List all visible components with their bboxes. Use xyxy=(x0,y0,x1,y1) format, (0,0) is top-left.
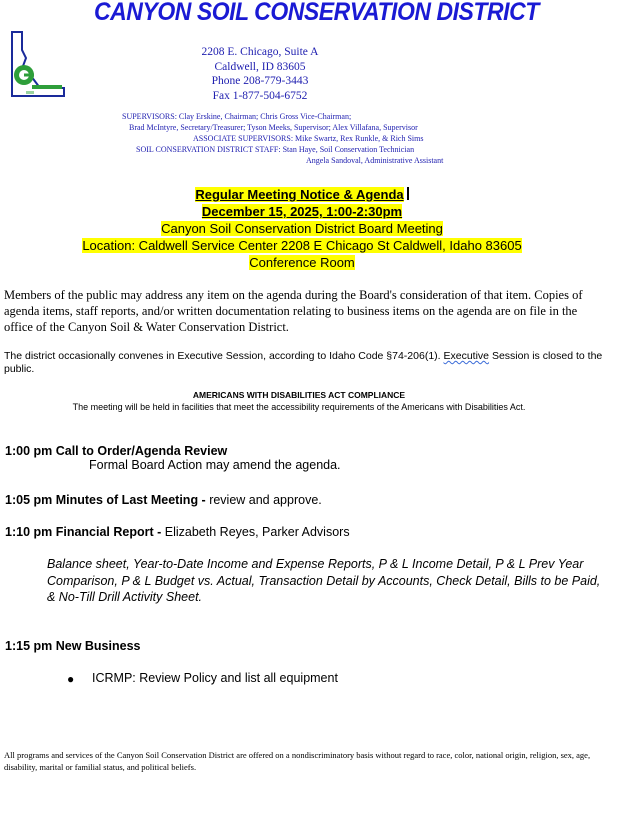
exec-text-b: Executive xyxy=(443,350,490,362)
agenda-item-rest: review and approve. xyxy=(209,493,322,507)
nondiscrimination-footer: All programs and services of the Canyon Soil Conservation District are offered on a nondiscriminatory basis without regard to race, color, national origin, religion, sex, age, disability, marital or familial status, and political beliefs. xyxy=(4,750,591,772)
supervisors-line: SUPERVISORS: Clay Erskine, Chairman; Chris Gross Vice-Chairman; xyxy=(122,112,352,121)
staff-line-2: Angela Sandoval, Administrative Assistant xyxy=(306,156,444,165)
notice-room: Conference Room xyxy=(249,255,355,270)
agenda-item-new-business xyxy=(5,638,140,654)
associate-supervisors-line: ASSOCIATE SUPERVISORS: Mike Swartz, Rex Runkle, & Rich Sims xyxy=(193,134,424,143)
address-block xyxy=(190,45,330,103)
notice-location: Location: Caldwell Service Center 2208 E Chicago St Caldwell, Idaho 83605 xyxy=(82,238,522,253)
notice-meeting: Canyon Soil Conservation District Board Meeting xyxy=(161,221,443,236)
supervisors-line-2: Brad McIntyre, Secretary/Treasurer; Tyson Meeks, Supervisor; Alex Villafana, Supervisor xyxy=(129,123,418,132)
agenda-item-head: 1:00 pm Call to Order/Agenda Review xyxy=(5,444,228,458)
phone-line: Phone 208-779-3443 xyxy=(211,75,309,87)
bullet-icon: ● xyxy=(67,672,75,686)
agenda-item-head: 1:10 pm Financial Report - xyxy=(5,525,165,539)
financial-detail: Balance sheet, Year-to-Date Income and Expense Reports, P & L Income Detail, P & L Prev Year Comparison, P & L Budget vs. Actual, Transaction Detail by Accounts, Check Detail, Bills to be Paid, & No-Till Drill Activity Sheet. xyxy=(47,557,601,604)
bullet-item: ICRMP: Review Policy and list all equipment xyxy=(92,671,338,685)
agenda-item-minutes xyxy=(5,492,322,508)
meeting-notice xyxy=(0,186,604,271)
staff-list xyxy=(105,111,485,166)
exec-text-c: Session is closed to the public. xyxy=(4,350,603,375)
agenda-item-call-to-order xyxy=(5,443,227,459)
agenda-item-rest: Elizabeth Reyes, Parker Advisors xyxy=(164,525,350,539)
address-line: 2208 E. Chicago, Suite A xyxy=(201,46,319,58)
city-line: Caldwell, ID 83605 xyxy=(214,60,306,73)
idaho-logo-icon xyxy=(6,28,68,100)
agenda-item-head: 1:15 pm New Business xyxy=(5,639,141,653)
public-comment-paragraph: Members of the public may address any item on the agenda during the Board's consideration of that item. Copies of agenda items, staff reports, and/or written documentation relating to business items on the agenda are on file in the office of the Canyon Soil & Water Conservation District. xyxy=(4,288,583,334)
text-cursor xyxy=(407,187,409,200)
ada-heading: AMERICANS WITH DISABILITIES ACT COMPLIANCE xyxy=(192,390,406,400)
exec-text-a: The district occasionally convenes in Executive Session, according to Idaho Code §74-206(1). xyxy=(4,350,444,362)
agenda-item-financial xyxy=(5,524,350,540)
executive-session-paragraph xyxy=(4,350,604,376)
notice-date: December 15, 2025, 1:00-2:30pm xyxy=(201,204,403,219)
district-title: CANYON SOIL CONSERVATION DISTRICT xyxy=(94,0,539,26)
district-logo xyxy=(6,28,68,100)
agenda-item-head: 1:05 pm Minutes of Last Meeting - xyxy=(5,493,210,507)
agenda-item-sub: Formal Board Action may amend the agenda. xyxy=(89,458,341,472)
notice-title: Regular Meeting Notice & Agenda xyxy=(195,187,404,202)
staff-line: SOIL CONSERVATION DISTRICT STAFF: Stan Haye, Soil Conservation Technician xyxy=(136,145,415,154)
ada-text: The meeting will be held in facilities that meet the accessibility requirements of the Americans with Disabilities Act. xyxy=(72,402,526,412)
fax-line: Fax 1-877-504-6752 xyxy=(212,89,308,102)
